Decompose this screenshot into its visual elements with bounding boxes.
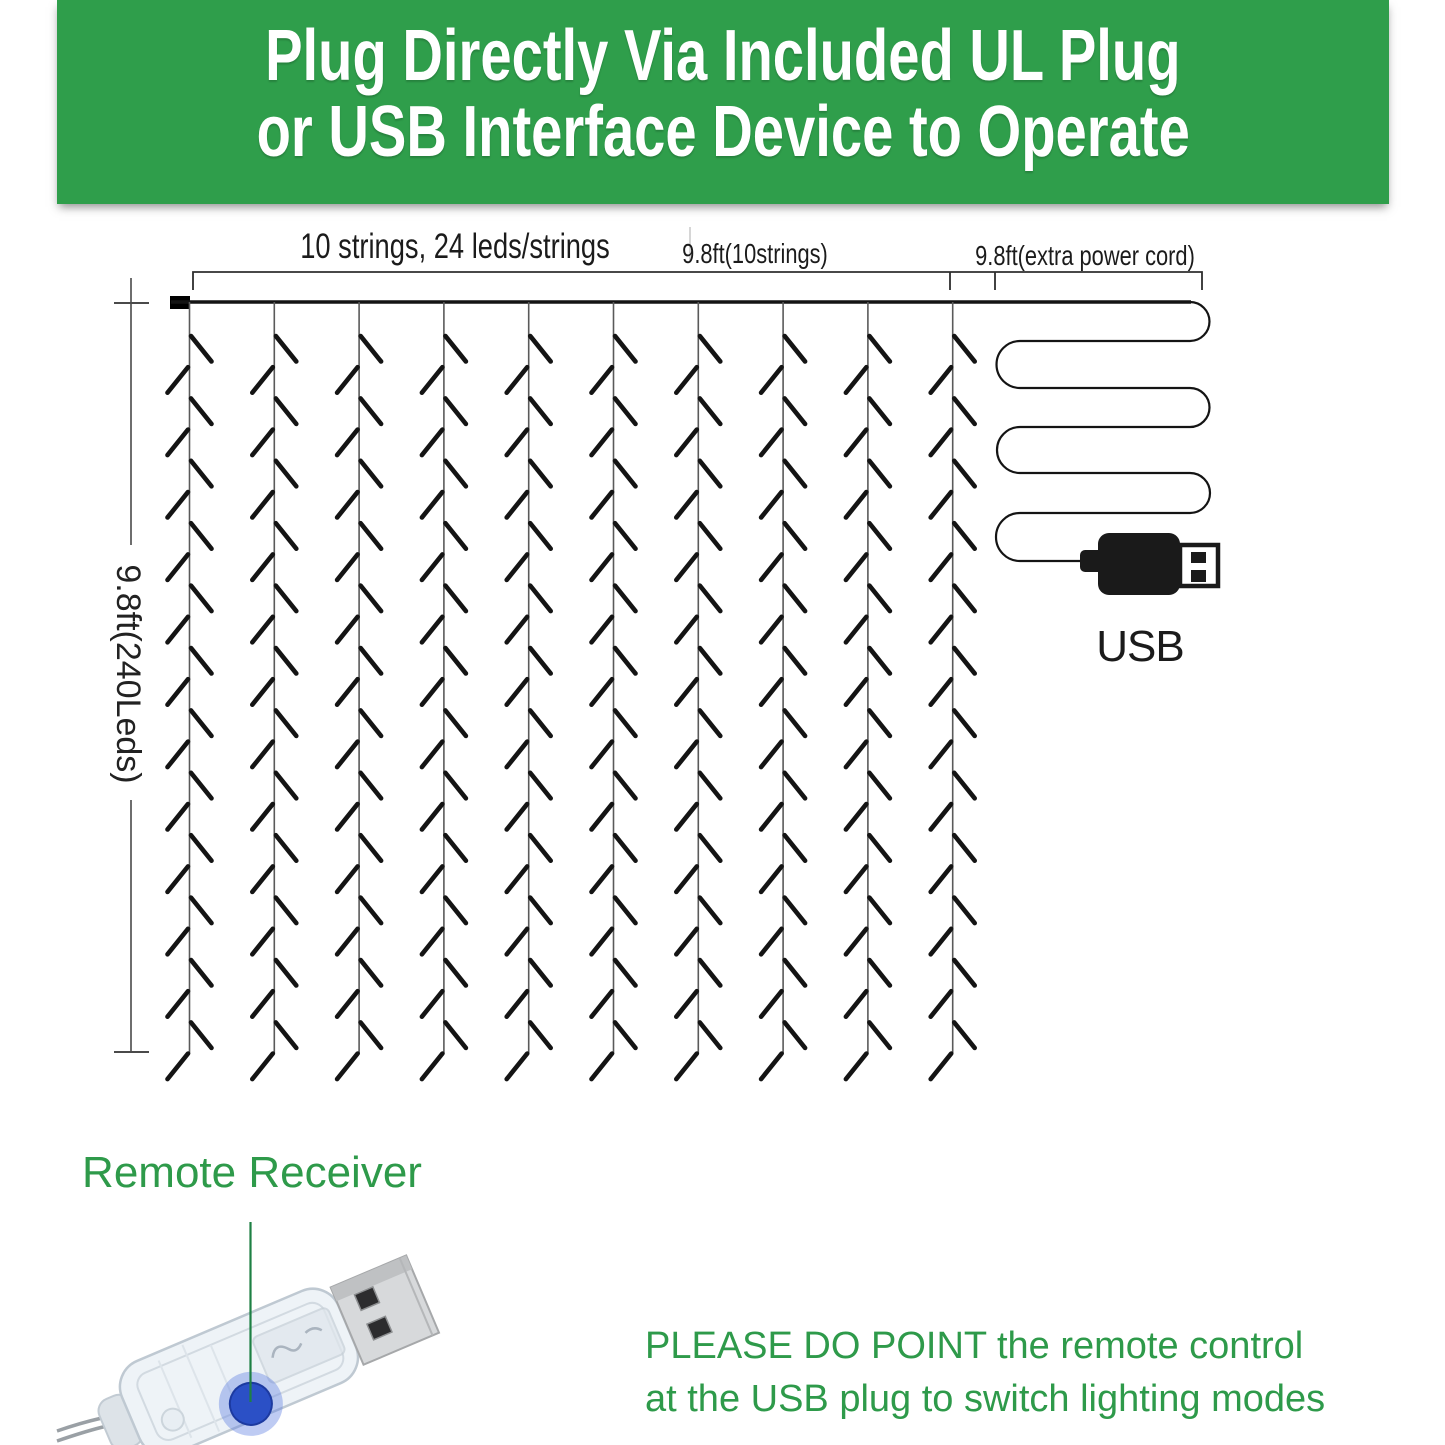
led-dash bbox=[252, 1054, 272, 1080]
led-dash bbox=[931, 804, 952, 830]
led-dash bbox=[931, 742, 952, 768]
led-dash bbox=[700, 586, 721, 612]
led-dash bbox=[252, 929, 272, 955]
led-dash bbox=[507, 929, 528, 955]
led-dash bbox=[931, 1054, 952, 1080]
led-dash bbox=[761, 492, 782, 518]
led-dash bbox=[191, 336, 212, 362]
led-dash bbox=[445, 461, 466, 487]
led-dash bbox=[168, 430, 189, 456]
led-dash bbox=[361, 710, 382, 736]
led-dash bbox=[785, 1022, 806, 1048]
led-dash bbox=[361, 1022, 382, 1048]
led-dash bbox=[507, 804, 528, 830]
led-dash bbox=[445, 336, 466, 362]
led-dash bbox=[276, 1022, 297, 1048]
led-dash bbox=[168, 679, 189, 705]
led-dash bbox=[846, 492, 867, 518]
curtain-width-label: 9.8ft(10strings) bbox=[682, 238, 828, 269]
led-dash bbox=[700, 710, 721, 736]
led-dash bbox=[361, 336, 382, 362]
led-dash bbox=[785, 586, 806, 612]
led-dash bbox=[954, 336, 975, 362]
led-dash bbox=[700, 648, 721, 674]
led-dash bbox=[530, 773, 551, 799]
led-dash bbox=[252, 679, 272, 705]
instruction-note bbox=[645, 1320, 1325, 1426]
led-dash bbox=[869, 523, 890, 549]
led-dash bbox=[191, 398, 212, 424]
led-dash bbox=[761, 804, 782, 830]
led-dash bbox=[361, 461, 382, 487]
led-dash bbox=[276, 523, 297, 549]
curtain-height-label: 9.8ft(240Leds) bbox=[109, 564, 147, 784]
led-dash bbox=[337, 804, 358, 830]
led-dash bbox=[337, 492, 358, 518]
led-dash bbox=[168, 866, 189, 892]
strings-count-label: 10 strings, 24 leds/strings bbox=[300, 227, 610, 266]
led-dash bbox=[592, 742, 613, 768]
led-dash bbox=[785, 648, 806, 674]
led-dash bbox=[954, 398, 975, 424]
led-dash bbox=[676, 492, 697, 518]
led-dash bbox=[761, 617, 782, 643]
led-dash bbox=[761, 679, 782, 705]
led-dash bbox=[869, 710, 890, 736]
led-dash bbox=[168, 804, 189, 830]
led-dash bbox=[592, 866, 613, 892]
led-dash bbox=[276, 586, 297, 612]
led-dash bbox=[276, 898, 297, 924]
led-dash bbox=[422, 742, 443, 768]
led-dash bbox=[931, 554, 952, 580]
led-dash bbox=[761, 430, 782, 456]
led-dash bbox=[615, 710, 636, 736]
led-dash bbox=[846, 554, 867, 580]
led-dash bbox=[445, 1022, 466, 1048]
led-dash bbox=[361, 586, 382, 612]
led-dash bbox=[700, 960, 721, 986]
led-dash bbox=[530, 835, 551, 861]
led-dash bbox=[276, 710, 297, 736]
usb-plug-icon bbox=[1080, 533, 1218, 595]
remote-receiver-label: Remote Receiver bbox=[82, 1148, 422, 1197]
header-title-line-2: or USB Interface Device to Operate bbox=[256, 92, 1190, 172]
led-dash bbox=[530, 461, 551, 487]
led-dash bbox=[422, 804, 443, 830]
led-dash bbox=[954, 461, 975, 487]
led-dash bbox=[592, 929, 613, 955]
led-dash bbox=[422, 991, 443, 1017]
led-dash bbox=[422, 617, 443, 643]
instruction-note-line-2: at the USB plug to switch lighting modes bbox=[645, 1378, 1326, 1420]
led-dash bbox=[676, 430, 697, 456]
led-dash bbox=[252, 617, 272, 643]
led-dash bbox=[168, 929, 189, 955]
led-dash bbox=[700, 398, 721, 424]
led-dash bbox=[507, 1054, 528, 1080]
led-dash bbox=[592, 679, 613, 705]
led-dash bbox=[422, 430, 443, 456]
led-dash bbox=[191, 461, 212, 487]
led-dash bbox=[592, 492, 613, 518]
led-dash bbox=[445, 710, 466, 736]
led-dash bbox=[422, 554, 443, 580]
curtain-strings bbox=[168, 302, 975, 1079]
led-dash bbox=[252, 742, 272, 768]
led-dash bbox=[615, 586, 636, 612]
led-dash bbox=[869, 398, 890, 424]
led-dash bbox=[191, 960, 212, 986]
led-dash bbox=[337, 367, 358, 393]
led-dash bbox=[445, 648, 466, 674]
led-dash bbox=[785, 898, 806, 924]
led-dash bbox=[422, 929, 443, 955]
led-dash bbox=[846, 742, 867, 768]
led-dash bbox=[592, 367, 613, 393]
led-dash bbox=[191, 523, 212, 549]
led-dash bbox=[191, 648, 212, 674]
led-dash bbox=[700, 461, 721, 487]
led-dash bbox=[869, 1022, 890, 1048]
led-dash bbox=[931, 617, 952, 643]
led-dash bbox=[445, 960, 466, 986]
led-dash bbox=[361, 398, 382, 424]
led-dash bbox=[761, 367, 782, 393]
led-dash bbox=[676, 679, 697, 705]
led-dash bbox=[507, 991, 528, 1017]
led-dash bbox=[191, 586, 212, 612]
led-dash bbox=[761, 742, 782, 768]
led-dash bbox=[676, 617, 697, 643]
remote-receiver-device-image bbox=[57, 1222, 448, 1445]
led-dash bbox=[700, 1022, 721, 1048]
led-dash bbox=[445, 898, 466, 924]
instruction-note-line-1: PLEASE DO POINT the remote control bbox=[645, 1325, 1304, 1367]
led-dash bbox=[869, 960, 890, 986]
led-dash bbox=[337, 430, 358, 456]
led-dash bbox=[530, 898, 551, 924]
led-dash bbox=[954, 710, 975, 736]
led-dash bbox=[615, 336, 636, 362]
led-dash bbox=[846, 929, 867, 955]
led-dash bbox=[761, 929, 782, 955]
led-dash bbox=[592, 617, 613, 643]
led-dash bbox=[530, 336, 551, 362]
led-dash bbox=[168, 617, 189, 643]
led-dash bbox=[252, 866, 272, 892]
led-dash bbox=[276, 461, 297, 487]
led-dash bbox=[846, 804, 867, 830]
led-dash bbox=[276, 648, 297, 674]
led-dash bbox=[530, 523, 551, 549]
led-dash bbox=[361, 523, 382, 549]
led-dash bbox=[931, 866, 952, 892]
led-dash bbox=[954, 960, 975, 986]
led-dash bbox=[168, 492, 189, 518]
led-dash bbox=[846, 866, 867, 892]
led-dash bbox=[954, 773, 975, 799]
led-dash bbox=[615, 398, 636, 424]
led-dash bbox=[592, 430, 613, 456]
led-dash bbox=[168, 991, 189, 1017]
led-dash bbox=[337, 991, 358, 1017]
led-dash bbox=[700, 773, 721, 799]
led-dash bbox=[615, 898, 636, 924]
led-dash bbox=[337, 617, 358, 643]
led-dash bbox=[676, 742, 697, 768]
led-dash bbox=[361, 960, 382, 986]
led-dash bbox=[700, 835, 721, 861]
led-dash bbox=[761, 1054, 782, 1080]
led-dash bbox=[422, 679, 443, 705]
led-dash bbox=[361, 898, 382, 924]
extra-power-cord-wire bbox=[996, 302, 1210, 561]
led-dash bbox=[615, 960, 636, 986]
led-dash bbox=[191, 835, 212, 861]
led-dash bbox=[931, 492, 952, 518]
led-dash bbox=[507, 617, 528, 643]
led-dash bbox=[592, 991, 613, 1017]
led-dash bbox=[337, 742, 358, 768]
led-dash bbox=[337, 554, 358, 580]
led-dash bbox=[422, 866, 443, 892]
led-dash bbox=[337, 866, 358, 892]
usb-label: USB bbox=[1096, 622, 1184, 671]
led-dash bbox=[954, 1022, 975, 1048]
led-dash bbox=[785, 960, 806, 986]
led-dash bbox=[615, 523, 636, 549]
led-dash bbox=[785, 523, 806, 549]
led-dash bbox=[530, 398, 551, 424]
led-dash bbox=[445, 835, 466, 861]
led-dash bbox=[676, 367, 697, 393]
led-dash bbox=[931, 991, 952, 1017]
led-dash bbox=[615, 648, 636, 674]
led-dash bbox=[676, 804, 697, 830]
led-dash bbox=[361, 648, 382, 674]
led-dash bbox=[361, 773, 382, 799]
led-dash bbox=[592, 554, 613, 580]
led-dash bbox=[507, 554, 528, 580]
led-dash bbox=[422, 492, 443, 518]
led-dash bbox=[785, 835, 806, 861]
led-dash bbox=[445, 586, 466, 612]
led-dash bbox=[869, 835, 890, 861]
led-dash bbox=[761, 866, 782, 892]
led-dash bbox=[931, 430, 952, 456]
led-dash bbox=[252, 554, 272, 580]
header-title-line-1: Plug Directly Via Included UL Plug bbox=[265, 16, 1181, 96]
led-dash bbox=[700, 898, 721, 924]
led-dash bbox=[507, 492, 528, 518]
led-dash bbox=[846, 679, 867, 705]
led-dash bbox=[592, 804, 613, 830]
led-dash bbox=[846, 1054, 867, 1080]
led-dash bbox=[530, 586, 551, 612]
led-dash bbox=[954, 523, 975, 549]
led-dash bbox=[785, 461, 806, 487]
led-dash bbox=[168, 1054, 189, 1080]
led-dash bbox=[168, 742, 189, 768]
led-dash bbox=[615, 1022, 636, 1048]
led-dash bbox=[337, 679, 358, 705]
led-dash bbox=[422, 1054, 443, 1080]
led-dash bbox=[445, 523, 466, 549]
led-dash bbox=[337, 1054, 358, 1080]
led-dash bbox=[422, 367, 443, 393]
led-dash bbox=[700, 523, 721, 549]
led-dash bbox=[785, 336, 806, 362]
led-dash bbox=[615, 835, 636, 861]
led-dash bbox=[869, 648, 890, 674]
led-dash bbox=[252, 804, 272, 830]
led-dash bbox=[785, 398, 806, 424]
led-dash bbox=[869, 461, 890, 487]
power-cord-label: 9.8ft(extra power cord) bbox=[975, 240, 1195, 271]
led-dash bbox=[785, 773, 806, 799]
led-dash bbox=[191, 773, 212, 799]
led-dash bbox=[676, 929, 697, 955]
led-dash bbox=[252, 430, 272, 456]
led-dash bbox=[676, 866, 697, 892]
led-dash bbox=[676, 554, 697, 580]
led-dash bbox=[507, 367, 528, 393]
led-dash bbox=[954, 898, 975, 924]
led-dash bbox=[592, 1054, 613, 1080]
led-dash bbox=[846, 617, 867, 643]
led-dash bbox=[252, 492, 272, 518]
led-dash bbox=[761, 991, 782, 1017]
led-dash bbox=[276, 960, 297, 986]
led-dash bbox=[954, 586, 975, 612]
led-dash bbox=[168, 367, 189, 393]
led-dash bbox=[615, 461, 636, 487]
led-dash bbox=[530, 960, 551, 986]
led-dash bbox=[869, 898, 890, 924]
led-dash bbox=[954, 835, 975, 861]
led-dash bbox=[785, 710, 806, 736]
led-dash bbox=[168, 554, 189, 580]
led-dash bbox=[252, 991, 272, 1017]
led-dash bbox=[507, 742, 528, 768]
led-dash bbox=[337, 929, 358, 955]
led-dash bbox=[361, 835, 382, 861]
led-dash bbox=[252, 367, 272, 393]
led-dash bbox=[530, 648, 551, 674]
led-dash bbox=[931, 929, 952, 955]
led-dash bbox=[191, 898, 212, 924]
led-dash bbox=[191, 710, 212, 736]
led-dash bbox=[615, 773, 636, 799]
led-dash bbox=[530, 710, 551, 736]
led-dash bbox=[276, 336, 297, 362]
led-dash bbox=[954, 648, 975, 674]
led-dash bbox=[931, 679, 952, 705]
led-dash bbox=[445, 398, 466, 424]
led-dash bbox=[276, 398, 297, 424]
led-dash bbox=[846, 991, 867, 1017]
led-dash bbox=[507, 430, 528, 456]
led-dash bbox=[869, 336, 890, 362]
led-dash bbox=[507, 679, 528, 705]
led-dash bbox=[191, 1022, 212, 1048]
led-dash bbox=[276, 773, 297, 799]
led-dash bbox=[445, 773, 466, 799]
led-dash bbox=[869, 586, 890, 612]
led-dash bbox=[530, 1022, 551, 1048]
led-dash bbox=[700, 336, 721, 362]
led-dash bbox=[507, 866, 528, 892]
led-dash bbox=[931, 367, 952, 393]
led-dash bbox=[276, 835, 297, 861]
led-dash bbox=[869, 773, 890, 799]
led-dash bbox=[846, 430, 867, 456]
led-dash bbox=[846, 367, 867, 393]
led-dash bbox=[761, 554, 782, 580]
led-dash bbox=[676, 991, 697, 1017]
led-dash bbox=[676, 1054, 697, 1080]
